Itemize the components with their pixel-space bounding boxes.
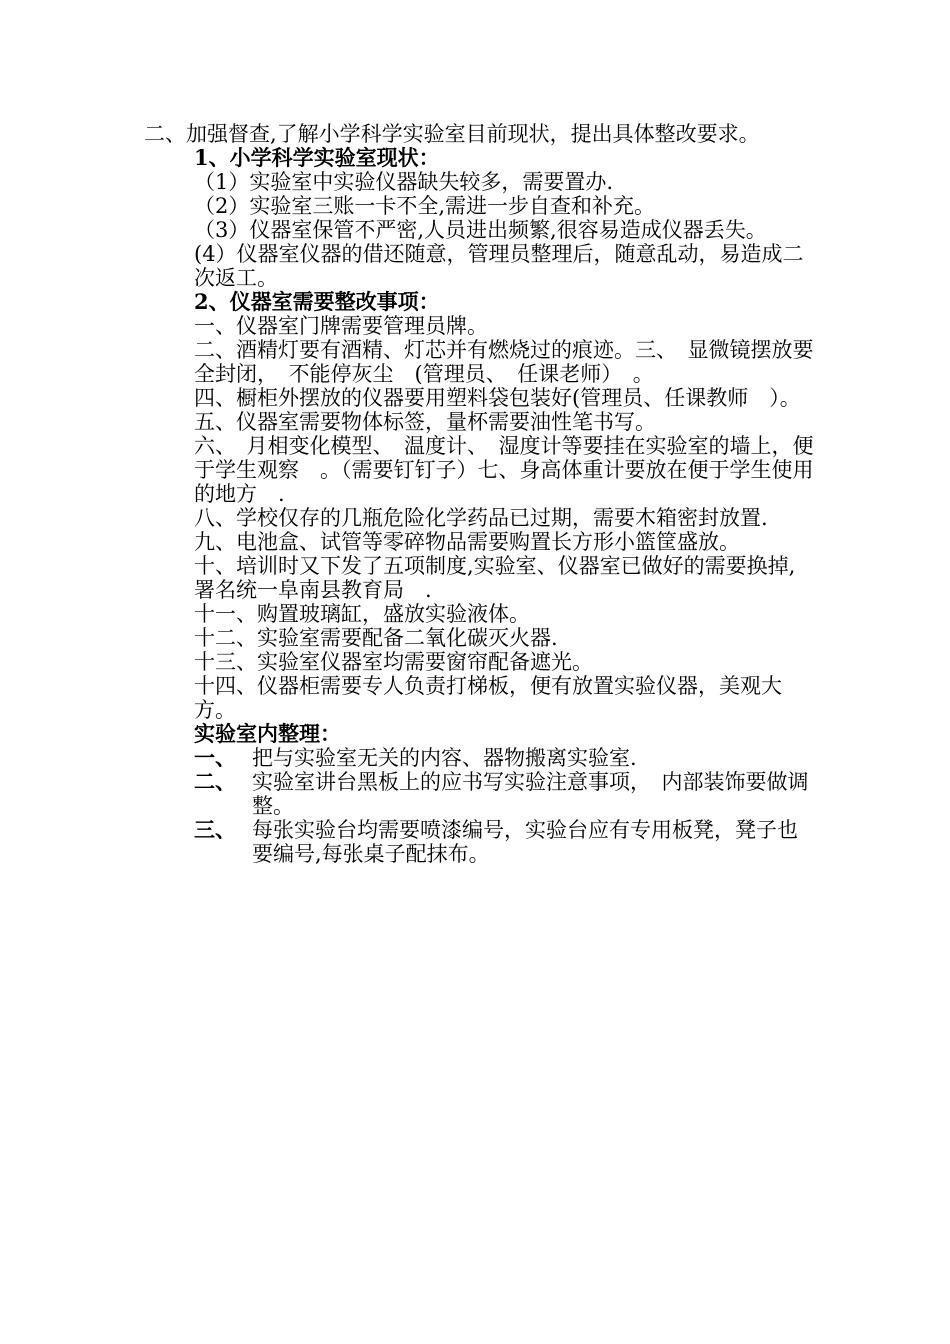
section2-item-4: 五、仪器室需要物体标签，量杯需要油性笔书写。 xyxy=(194,410,656,434)
section2-item-3: 四、橱柜外摆放的仪器要用塑料袋包装好(管理员、任课教师 ）。 xyxy=(194,386,801,410)
section2-item-1: 一、仪器室门牌需要管理员牌。 xyxy=(194,314,488,338)
section1-item-1: （1）实验室中实验仪器缺失较多，需要置办. xyxy=(194,170,614,194)
section2-item-7: 九、电池盒、试管等零碎物品需要购置长方形小篮筐盛放。 xyxy=(194,530,740,554)
section3-item-text: 把与实验室无关的内容、器物搬离实验室. xyxy=(252,746,637,770)
section2-item-11: 十三、实验室仪器室均需要窗帘配备遮光。 xyxy=(194,650,593,674)
section3-item-number: 三、 xyxy=(194,817,236,842)
section2-item-12: 十四、仪器柜需要专人负责打梯板，便有放置实验仪器，美观大方。 xyxy=(194,674,782,722)
section1-heading: 1、小学科学实验室现状： xyxy=(194,145,440,170)
section1-item-3: （3）仪器室保管不严密,人员进出频繁,很容易造成仪器丢失。 xyxy=(194,218,767,242)
section3-item-2 xyxy=(144,770,814,818)
section2-item-2: 二、酒精灯要有酒精、灯芯并有燃烧过的痕迹。三、 显微镜摆放要全封闭， 不能停灰尘 (管理员、 任课老师） 。 xyxy=(194,338,814,386)
section2-item-5: 六、 月相变化模型、 温度计、 湿度计等要挂在实验室的墙上，便于学生观察 。（需要钉钉子）七、身高体重计要放在便于学生使用的地方 . xyxy=(194,434,814,506)
section2-item-8: 十、培训时又下发了五项制度,实验室、仪器室已做好的需要换掉,署名统一阜南县教育局 . xyxy=(194,554,796,602)
section3-item-text: 每张实验台均需要喷漆编号，实验台应有专用板凳，凳子也要编号,每张桌子配抹布。 xyxy=(252,818,798,866)
section3-item-text: 实验室讲台黑板上的应书写实验注意事项， 内部装饰要做调整。 xyxy=(252,770,809,818)
section2-item-9: 十一、购置玻璃缸，盛放实验液体。 xyxy=(194,602,530,626)
document-page xyxy=(144,122,814,866)
section3-item-3 xyxy=(144,818,814,866)
section1-item-4: (4）仪器室仪器的借还随意，管理员整理后，随意乱动，易造成二次返工。 xyxy=(194,242,804,290)
section1-item-2: （2）实验室三账一卡不全,需进一步自查和补充。 xyxy=(194,194,656,218)
section3-item-1 xyxy=(144,746,814,770)
section3-item-number: 一、 xyxy=(194,745,236,770)
section2-heading: 2、仪器室需要整改事项： xyxy=(194,289,440,314)
intro-paragraph: 二、加强督查,了解小学科学实验室目前现状，提出具体整改要求。 xyxy=(144,122,760,146)
section3-item-number: 二、 xyxy=(194,769,236,794)
section2-item-6: 八、学校仅存的几瓶危险化学药品已过期，需要木箱密封放置. xyxy=(194,506,768,530)
section2-item-10: 十二、实验室需要配备二氧化碳灭火器. xyxy=(194,626,558,650)
section3-heading: 实验室内整理： xyxy=(194,721,341,746)
